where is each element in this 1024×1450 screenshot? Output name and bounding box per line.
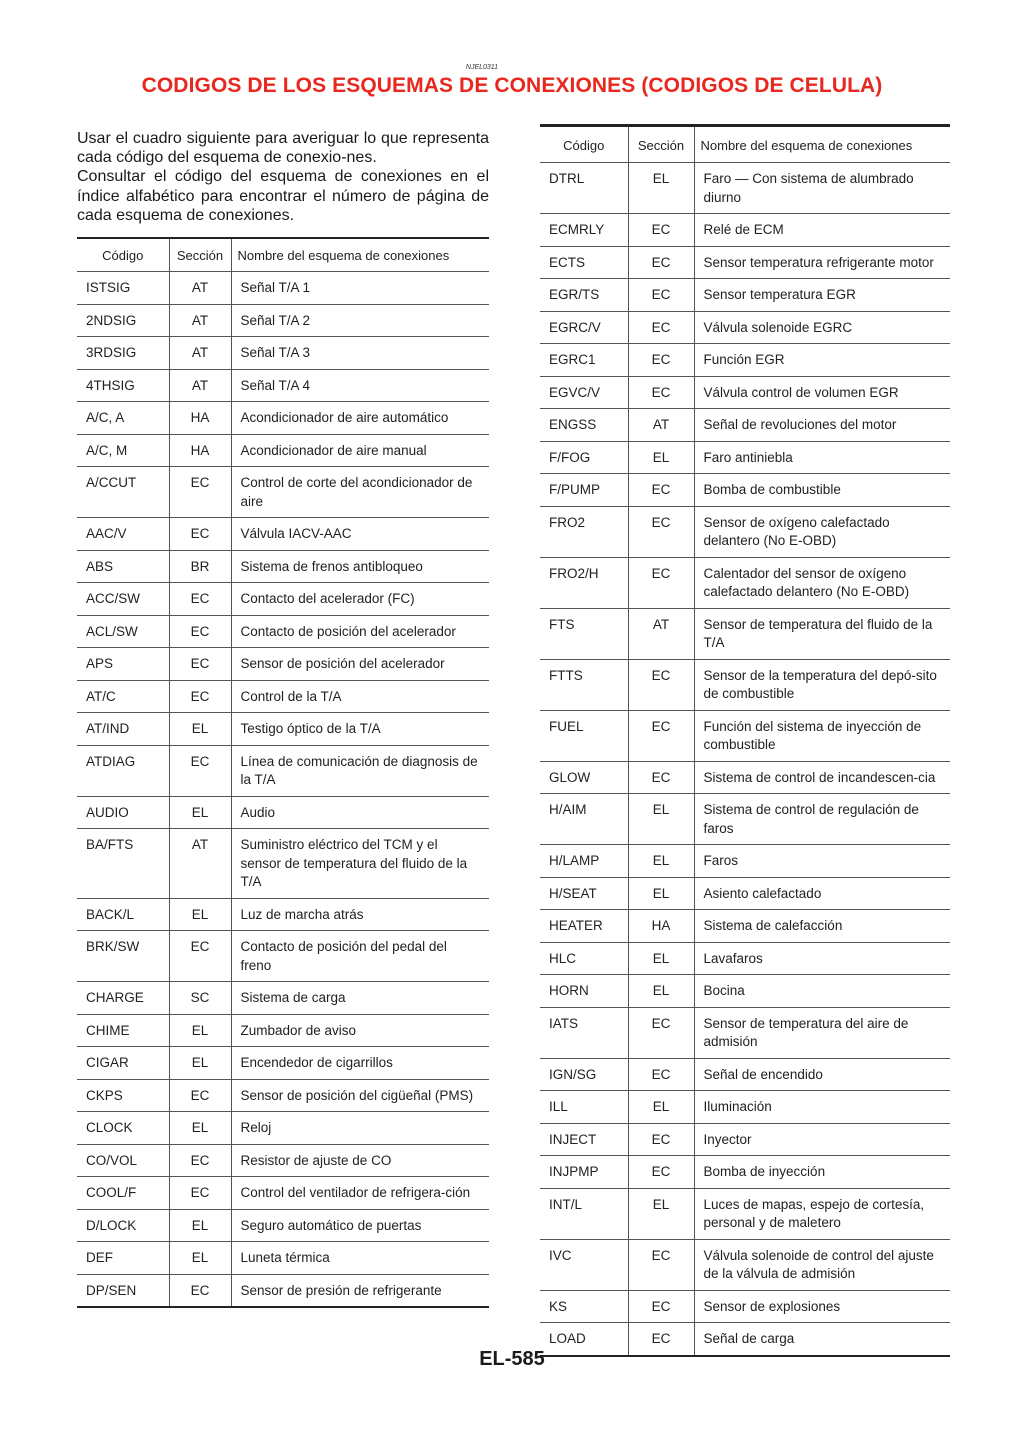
intro-paragraph-2: Consultar el código del esquema de conexiones en el índice alfabético para encontrar el número de página de cada esquema de conexiones. [77,168,489,224]
cell-code: A/CCUT [77,467,169,518]
cell-name: Luz de marcha atrás [231,898,489,931]
cell-code: AUDIO [77,796,169,829]
cell-section: EL [169,1112,231,1145]
cell-section: EC [169,583,231,616]
cell-code: ENGSS [540,409,628,442]
cell-name: Control de corte del acondicionador de aire [231,467,489,518]
cell-code: DEF [77,1242,169,1275]
cell-section: EC [169,1144,231,1177]
cell-name: Control de la T/A [231,680,489,713]
cell-section: EC [169,1177,231,1210]
cell-name: Sensor temperatura refrigerante motor [694,246,950,279]
cell-name: Sensor de oxígeno calefactado delantero (No E-OBD) [694,506,950,557]
cell-name: Señal T/A 3 [231,337,489,370]
cell-section: EC [628,1007,694,1058]
table-row [540,557,950,608]
table-row [540,942,950,975]
cell-code: DP/SEN [77,1274,169,1307]
table-row [540,1188,950,1239]
cell-name: Válvula control de volumen EGR [694,376,950,409]
cell-code: H/LAMP [540,845,628,878]
cell-name: Señal de revoluciones del motor [694,409,950,442]
cell-code: DTRL [540,163,628,214]
cell-section: EC [169,1079,231,1112]
table-row [77,898,489,931]
cell-name: Sensor de posición del cigüeñal (PMS) [231,1079,489,1112]
cell-code: BRK/SW [77,931,169,982]
cell-section: EC [169,648,231,681]
cell-name: Asiento calefactado [694,877,950,910]
cell-name: Control del ventilador de refrigera-ción [231,1177,489,1210]
cell-section: AT [169,304,231,337]
cell-section: EC [628,1239,694,1290]
cell-name: Señal de encendido [694,1058,950,1091]
table-row [540,311,950,344]
cell-code: IATS [540,1007,628,1058]
cell-name: Bocina [694,975,950,1008]
cell-code: EGR/TS [540,279,628,312]
table-row [540,344,950,377]
cell-name: Reloj [231,1112,489,1145]
cell-section: EC [169,615,231,648]
table-row [540,1156,950,1189]
cell-section: EC [628,659,694,710]
cell-section: AT [169,829,231,899]
cell-code: GLOW [540,761,628,794]
cell-section: EC [628,1058,694,1091]
cell-name: Encendedor de cigarrillos [231,1047,489,1080]
cell-name: Sensor de posición del acelerador [231,648,489,681]
cell-code: FUEL [540,710,628,761]
table-row [77,583,489,616]
cell-name: Suministro eléctrico del TCM y el sensor de temperatura del fluido de la T/A [231,829,489,899]
cell-name: Luces de mapas, espejo de cortesía, personal y de maletero [694,1188,950,1239]
cell-name: Sensor de presión de refrigerante [231,1274,489,1307]
cell-section: EL [169,796,231,829]
cell-code: F/PUMP [540,474,628,507]
cell-section: EC [628,1323,694,1356]
cell-section: EC [628,344,694,377]
cell-section: EL [628,845,694,878]
table-row [540,1290,950,1323]
cell-code: BACK/L [77,898,169,931]
cell-code: HLC [540,942,628,975]
intro-paragraph-1: Usar el cuadro siguiente para averiguar lo que representa cada código del esquema de conexio-nes. [77,130,489,167]
cell-code: CLOCK [77,1112,169,1145]
table-row [540,441,950,474]
cell-code: FRO2/H [540,557,628,608]
cell-name: Relé de ECM [694,214,950,247]
table-row [77,982,489,1015]
cell-name: Resistor de ajuste de CO [231,1144,489,1177]
table-row [540,376,950,409]
cell-section: EL [628,975,694,1008]
cell-code: AT/C [77,680,169,713]
cell-section: EL [628,942,694,975]
cell-section: EC [169,518,231,551]
table-row [77,550,489,583]
cell-section: EC [628,1290,694,1323]
table-row [77,1177,489,1210]
table-header-row [540,126,950,163]
cell-name: Sistema de calefacción [694,910,950,943]
cell-section: EL [628,877,694,910]
cell-name: Sistema de frenos antibloqueo [231,550,489,583]
table-row [540,1239,950,1290]
table-row [77,1047,489,1080]
cell-section: EL [169,1014,231,1047]
cell-code: CO/VOL [77,1144,169,1177]
header-code: Código [540,126,628,163]
cell-name: Audio [231,796,489,829]
reference-code: NJEL0311 [465,64,499,71]
page-title: CODIGOS DE LOS ESQUEMAS DE CONEXIONES (CODIGOS DE CELULA) [141,74,883,97]
table-row [540,409,950,442]
cell-code: ABS [77,550,169,583]
cell-name: Sistema de control de regulación de faros [694,794,950,845]
left-column [77,129,489,1308]
codes-table-left [77,237,489,1308]
cell-name: Acondicionador de aire manual [231,434,489,467]
cell-section: EC [628,279,694,312]
table-row [77,1144,489,1177]
header-name: Nombre del esquema de conexiones [700,138,913,153]
cell-name: Función EGR [694,344,950,377]
table-row [77,518,489,551]
cell-name: Iluminación [694,1091,950,1124]
table-row [77,745,489,796]
cell-code: IGN/SG [540,1058,628,1091]
cell-name: Sensor de explosiones [694,1290,950,1323]
header-section: Sección [628,126,694,163]
table-row [77,1112,489,1145]
table-row [77,272,489,305]
cell-section: EC [169,1274,231,1307]
cell-code: EGRC/V [540,311,628,344]
cell-code: CHIME [77,1014,169,1047]
cell-code: ISTSIG [77,272,169,305]
cell-section: EL [628,1091,694,1124]
table-row [77,1274,489,1307]
cell-name: Sensor de temperatura del aire de admisión [694,1007,950,1058]
cell-name: Faro — Con sistema de alumbrado diurno [694,163,950,214]
cell-code: ECTS [540,246,628,279]
cell-section: EC [628,214,694,247]
cell-section: EC [628,246,694,279]
cell-name: Zumbador de aviso [231,1014,489,1047]
cell-code: EGVC/V [540,376,628,409]
cell-code: BA/FTS [77,829,169,899]
cell-section: EC [628,474,694,507]
cell-name: Faro antiniebla [694,441,950,474]
table-row [540,214,950,247]
cell-code: ATDIAG [77,745,169,796]
cell-section: EL [628,1188,694,1239]
cell-section: EL [169,1242,231,1275]
cell-code: D/LOCK [77,1209,169,1242]
cell-code: 4THSIG [77,369,169,402]
table-row [540,910,950,943]
cell-name: Señal de carga [694,1323,950,1356]
cell-name: Luneta térmica [231,1242,489,1275]
table-row [540,845,950,878]
cell-section: AT [628,409,694,442]
table-row [540,975,950,1008]
table-row [540,608,950,659]
cell-section: EC [628,557,694,608]
table-row [77,1209,489,1242]
cell-name: Lavafaros [694,942,950,975]
table-row [77,648,489,681]
cell-section: EC [169,467,231,518]
cell-section: EC [169,931,231,982]
cell-code: HEATER [540,910,628,943]
cell-section: AT [628,608,694,659]
cell-section: AT [169,272,231,305]
cell-name: Contacto de posición del acelerador [231,615,489,648]
table-row [540,246,950,279]
page-number: EL-585 [479,1348,545,1370]
cell-section: HA [169,434,231,467]
cell-code: AAC/V [77,518,169,551]
cell-code: KS [540,1290,628,1323]
table-row [77,467,489,518]
cell-name: Señal T/A 2 [231,304,489,337]
table-row [540,506,950,557]
cell-name: Testigo óptico de la T/A [231,713,489,746]
cell-section: EC [628,1156,694,1189]
cell-code: CIGAR [77,1047,169,1080]
cell-code: IVC [540,1239,628,1290]
cell-code: ACC/SW [77,583,169,616]
cell-name: Contacto del acelerador (FC) [231,583,489,616]
cell-code: CKPS [77,1079,169,1112]
cell-section: EC [628,1123,694,1156]
cell-code: HORN [540,975,628,1008]
cell-code: ACL/SW [77,615,169,648]
cell-code: LOAD [540,1323,628,1356]
cell-section: EC [628,506,694,557]
cell-section: EL [628,163,694,214]
table-header-row [77,238,489,272]
table-row [77,1242,489,1275]
cell-code: 3RDSIG [77,337,169,370]
cell-code: H/SEAT [540,877,628,910]
cell-name: Válvula solenoide de control del ajuste de la válvula de admisión [694,1239,950,1290]
table-row [540,877,950,910]
table-row [77,615,489,648]
table-row [540,659,950,710]
cell-code: F/FOG [540,441,628,474]
cell-name: Señal T/A 1 [231,272,489,305]
table-row [77,369,489,402]
table-row [77,829,489,899]
table-row [77,796,489,829]
cell-section: EC [628,311,694,344]
cell-name: Faros [694,845,950,878]
cell-name: Contacto de posición del pedal del freno [231,931,489,982]
table-row [540,1058,950,1091]
cell-name: Seguro automático de puertas [231,1209,489,1242]
table-row [77,434,489,467]
table-row [77,713,489,746]
cell-name: Línea de comunicación de diagnosis de la T/A [231,745,489,796]
table-row [77,931,489,982]
cell-section: BR [169,550,231,583]
cell-name: Sensor de temperatura del fluido de la T/A [694,608,950,659]
table-row [77,337,489,370]
cell-section: EL [628,441,694,474]
cell-name: Bomba de combustible [694,474,950,507]
cell-code: FTTS [540,659,628,710]
cell-code: FRO2 [540,506,628,557]
table-row [540,1091,950,1124]
cell-code: AT/IND [77,713,169,746]
table-row [540,163,950,214]
table-row [540,279,950,312]
right-column [540,124,950,1357]
cell-name: Sistema de carga [231,982,489,1015]
cell-name: Sensor de la temperatura del depó-sito de combustible [694,659,950,710]
cell-code: CHARGE [77,982,169,1015]
table-row [77,1079,489,1112]
cell-section: EC [628,376,694,409]
cell-section: EC [169,680,231,713]
intro-text [77,129,489,225]
table-row [540,1123,950,1156]
cell-name: Válvula solenoide EGRC [694,311,950,344]
cell-code: COOL/F [77,1177,169,1210]
cell-name: Sistema de control de incandescen-cia [694,761,950,794]
cell-section: EL [169,898,231,931]
table-row [540,710,950,761]
table-row [540,1007,950,1058]
cell-section: EL [169,713,231,746]
cell-code: ECMRLY [540,214,628,247]
cell-name: Inyector [694,1123,950,1156]
table-row [77,304,489,337]
cell-code: A/C, M [77,434,169,467]
table-row [77,402,489,435]
cell-code: EGRC1 [540,344,628,377]
table-row [540,761,950,794]
cell-name: Función del sistema de inyección de combustible [694,710,950,761]
header-code: Código [77,238,169,272]
cell-name: Calentador del sensor de oxígeno calefactado delantero (No E-OBD) [694,557,950,608]
cell-code: INJECT [540,1123,628,1156]
cell-section: EL [169,1047,231,1080]
cell-code: 2NDSIG [77,304,169,337]
cell-code: FTS [540,608,628,659]
cell-code: INT/L [540,1188,628,1239]
cell-name: Sensor temperatura EGR [694,279,950,312]
header-name: Nombre del esquema de conexiones [237,248,450,264]
table-row [77,1014,489,1047]
cell-section: SC [169,982,231,1015]
cell-section: AT [169,369,231,402]
cell-section: EL [628,794,694,845]
cell-name: Señal T/A 4 [231,369,489,402]
cell-section: EC [628,761,694,794]
table-row [540,474,950,507]
cell-section: HA [169,402,231,435]
cell-code: ILL [540,1091,628,1124]
cell-code: H/AIM [540,794,628,845]
cell-name: Válvula IACV-AAC [231,518,489,551]
cell-name: Bomba de inyección [694,1156,950,1189]
cell-code: APS [77,648,169,681]
table-row [540,794,950,845]
cell-code: A/C, A [77,402,169,435]
cell-section: HA [628,910,694,943]
codes-table-right [540,124,950,1357]
cell-section: EC [169,745,231,796]
cell-code: INJPMP [540,1156,628,1189]
cell-section: AT [169,337,231,370]
table-row [77,680,489,713]
cell-section: EL [169,1209,231,1242]
cell-section: EC [628,710,694,761]
header-section: Sección [169,238,231,272]
cell-name: Acondicionador de aire automático [231,402,489,435]
